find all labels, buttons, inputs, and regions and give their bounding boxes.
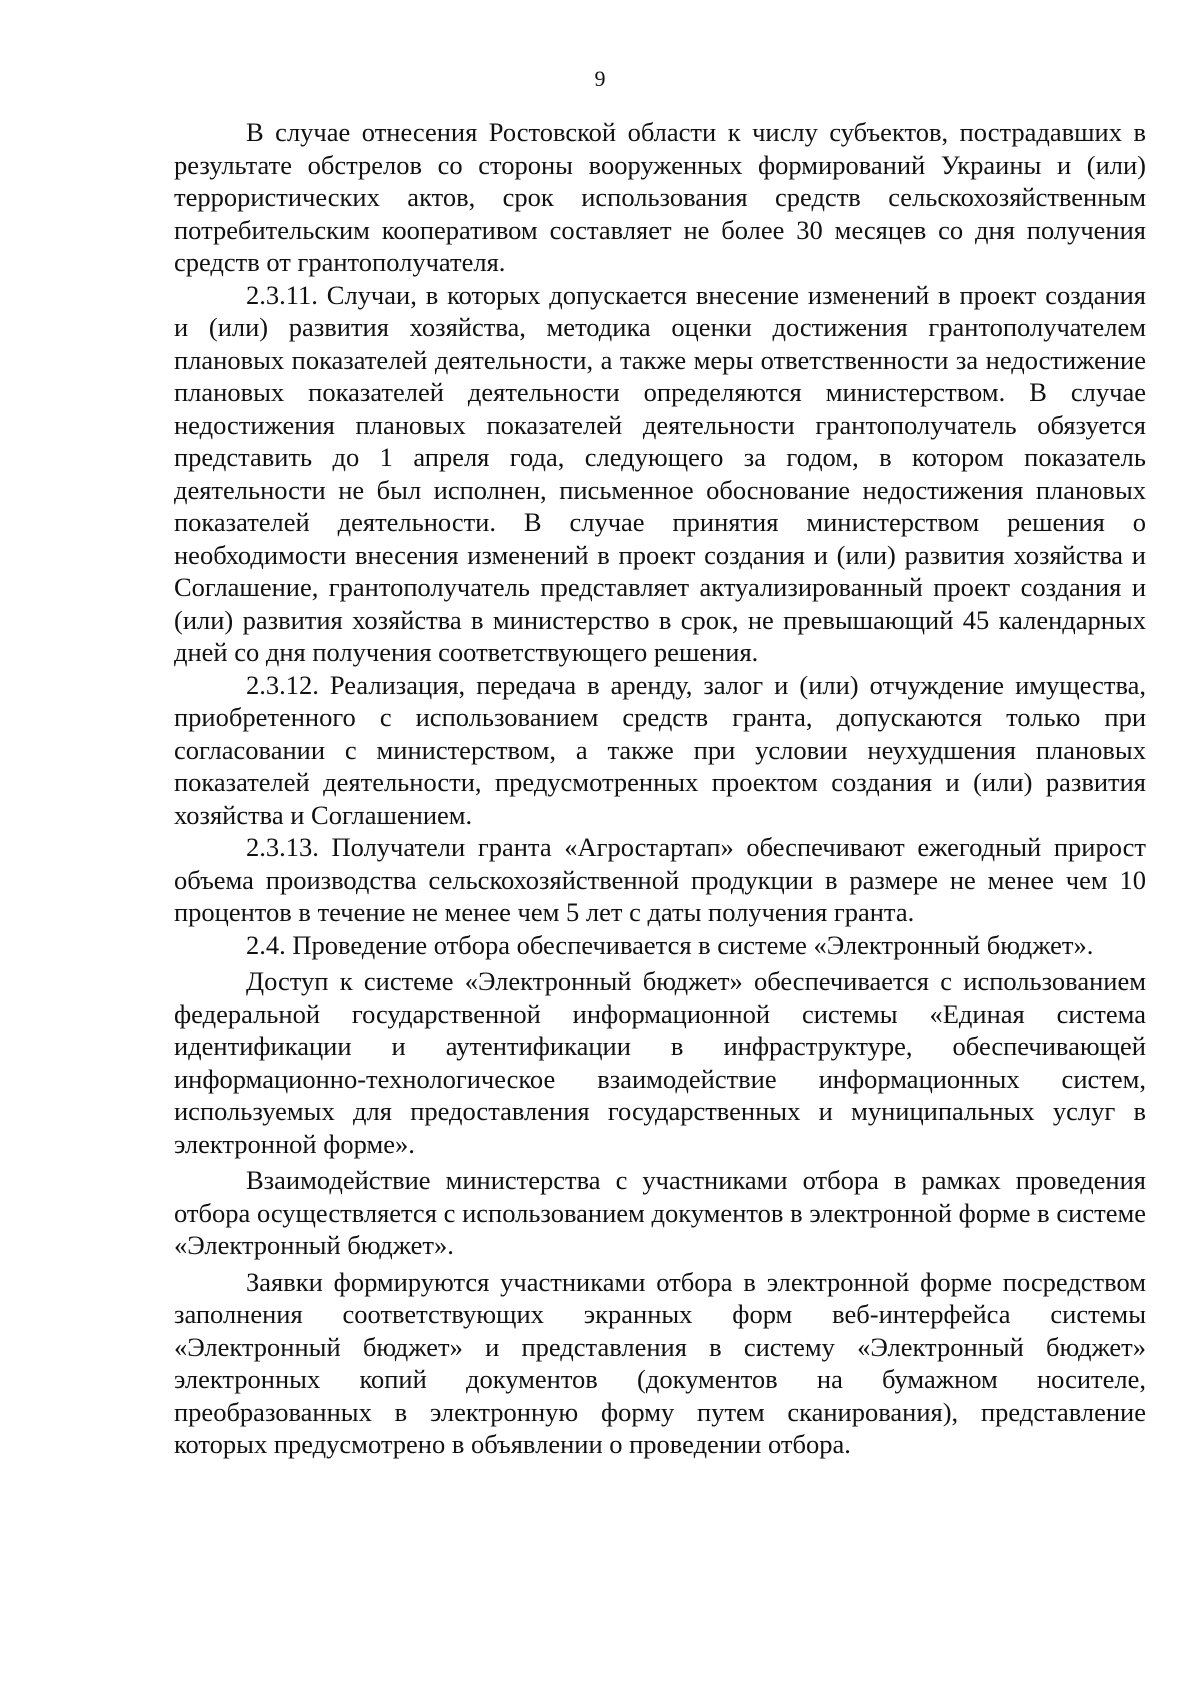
paragraph-applications: Заявки формируются участниками отбора в электронной форме посредством заполнения соответствующих экранных форм веб-интерфейса системы «Электронный бюджет» и представления в систему «Электронный бюджет» электронных копий документов (документов на бумажном носителе, преобразованных в электронную форму путем сканирования), представление которых предусмотрено в объявлении о проведении отбора. bbox=[174, 1266, 1146, 1459]
paragraph-rostov-region-term: В случае отнесения Ростовской области к числу субъектов, пострадавших в результате обстрелов со стороны вооруженных формирований Украины и (или) террористических актов, срок использования средств сельскохозяйственным потребительским кооперативом составляет не более 30 месяцев со дня получения средств от грантополучателя. bbox=[174, 117, 1146, 277]
paragraph-access-electronic-budget: Доступ к системе «Электронный бюджет» обеспечивается с использованием федеральной государственной информационной системы «Единая система идентификации и аутентификации в инфраструктуре, обеспечивающей информационно-технологическое взаимодействие информационных систем, используемых для предоставления государственных и муниципальных услуг в электронной форме». bbox=[174, 966, 1146, 1159]
paragraph-interaction-ministry: Взаимодействие министерства с участниками отбора в рамках проведения отбора осуществляется с использованием документов в электронной форме в системе «Электронный бюджет». bbox=[174, 1165, 1146, 1260]
paragraph-2-3-11: 2.3.11. Случаи, в которых допускается внесение изменений в проект создания и (или) развития хозяйства, методика оценки достижения грантополучателем плановых показателей деятельности, а также меры ответственности за недостижение плановых показателей деятельности определяются министерством. В случае недостижения плановых показателей деятельности грантополучатель обязуется представить до 1 апреля года, следующего за годом, в котором показатель деятельности не был исполнен, письменное обоснование недостижения плановых показателей деятельности. В случае принятия министерством решения о необходимости внесения изменений в проект создания и (или) развития хозяйства и Соглашение, грантополучатель представляет актуализированный проект создания и (или) развития хозяйства в министерство в срок, не превышающий 45 календарных дней со дня получения соответствующего решения. bbox=[174, 279, 1146, 667]
paragraph-2-3-12: 2.3.12. Реализация, передача в аренду, залог и (или) отчуждение имущества, приобретенного с использованием средств гранта, допускаются только при согласовании с министерством, а также при условии неухудшения плановых показателей деятельности, предусмотренных проектом создания и (или) развития хозяйства и Соглашением. bbox=[174, 669, 1146, 830]
document-body bbox=[174, 116, 1146, 1461]
paragraph-2-4: 2.4. Проведение отбора обеспечивается в системе «Электронный бюджет». bbox=[246, 929, 1094, 960]
paragraph-2-3-13: 2.3.13. Получатели гранта «Агростартап» обеспечивают ежегодный прирост объема производства сельскохозяйственной продукции в размере не менее чем 10 процентов в течение не менее чем 5 лет с даты получения гранта. bbox=[174, 832, 1146, 927]
page-number: 9 bbox=[594, 66, 606, 91]
